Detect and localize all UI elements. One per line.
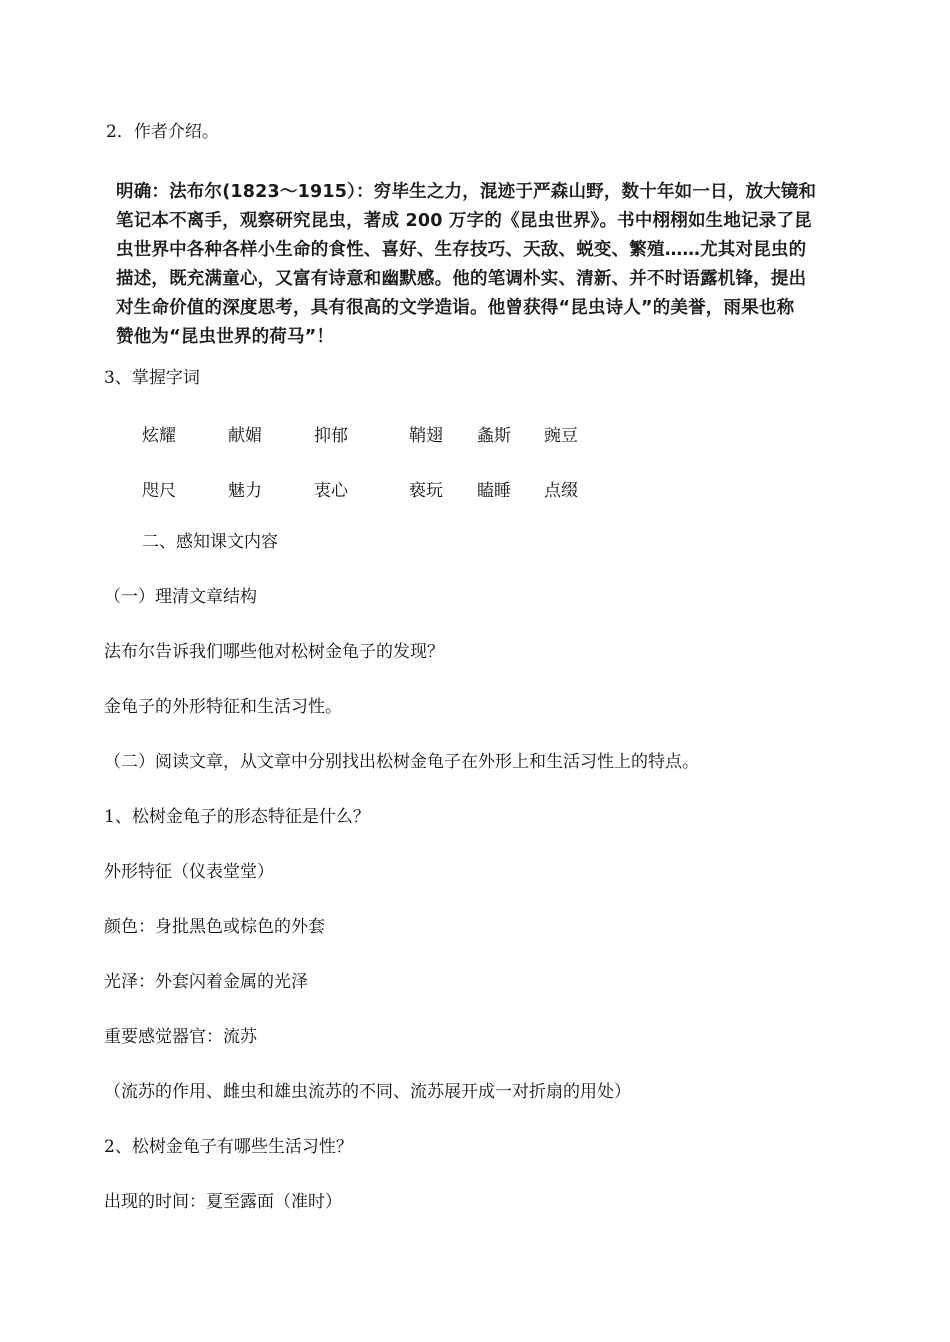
section-3-heading: 3、掌握字词 bbox=[104, 368, 200, 388]
sense-organ: 重要感觉器官：流苏 bbox=[104, 1027, 257, 1047]
part-2-heading: 二、感知课文内容 bbox=[142, 532, 278, 552]
intro-line-2: 笔记本不离手，观察研究昆虫，著成 200 万字的《昆虫世界》。书中栩栩如生地记录了昆 bbox=[116, 211, 812, 231]
reading-heading: （二）阅读文章，从文章中分别找出松树金龟子在外形上和生活习性上的特点。 bbox=[104, 752, 699, 772]
vocab-word: 衷心 bbox=[314, 481, 348, 501]
reading-question-1: 1、松树金龟子的形态特征是什么？ bbox=[104, 807, 370, 827]
luster-feature: 光泽：外套闪着金属的光泽 bbox=[104, 972, 308, 992]
vocab-word: 抑郁 bbox=[314, 426, 348, 446]
structure-question: 法布尔告诉我们哪些他对松树金龟子的发现？ bbox=[104, 642, 444, 662]
intro-line-1: 明确：法布尔(1823～1915）：穷毕生之力，混迹于严森山野，数十年如一日，放大镜和 bbox=[116, 182, 817, 202]
vocab-word: 魅力 bbox=[228, 481, 262, 501]
vocab-word: 炫耀 bbox=[142, 426, 176, 446]
vocab-word: 螽斯 bbox=[477, 426, 511, 446]
intro-line-4: 描述，既充满童心，又富有诗意和幽默感。他的笔调朴实、清新、并不时语露机锋，提出 bbox=[116, 269, 807, 289]
color-feature: 颜色：身批黑色或棕色的外套 bbox=[104, 917, 325, 937]
reading-question-2: 2、松树金龟子有哪些生活习性？ bbox=[104, 1137, 353, 1157]
structure-answer: 金龟子的外形特征和生活习性。 bbox=[104, 697, 342, 717]
vocab-word: 亵玩 bbox=[409, 481, 443, 501]
vocab-word: 献媚 bbox=[228, 426, 262, 446]
vocab-word: 咫尺 bbox=[142, 481, 176, 501]
vocab-word: 点缀 bbox=[544, 481, 578, 501]
sense-organ-note: （流苏的作用、雌虫和雄虫流苏的不同、流苏展开成一对折扇的用处） bbox=[104, 1082, 631, 1102]
shape-feature: 外形特征（仪表堂堂） bbox=[104, 862, 274, 882]
vocab-word: 鞘翅 bbox=[409, 426, 443, 446]
section-2-heading: 2．作者介绍。 bbox=[106, 122, 219, 142]
intro-line-3: 虫世界中各种各样小生命的食性、喜好、生存技巧、天敌、蜕变、繁殖……尤其对昆虫的 bbox=[116, 240, 807, 260]
intro-line-6: 赞他为“昆虫世界的荷马”！ bbox=[116, 327, 335, 347]
vocab-word: 瞌睡 bbox=[477, 481, 511, 501]
appearance-time: 出现的时间：夏至露面（准时） bbox=[104, 1192, 342, 1212]
vocab-word: 豌豆 bbox=[544, 426, 578, 446]
intro-line-5: 对生命价值的深度思考，具有很高的文学造诣。他曾获得“昆虫诗人”的美誉，雨果也称 bbox=[116, 298, 795, 318]
structure-heading: （一）理清文章结构 bbox=[104, 587, 257, 607]
author-intro-paragraph bbox=[116, 178, 838, 352]
